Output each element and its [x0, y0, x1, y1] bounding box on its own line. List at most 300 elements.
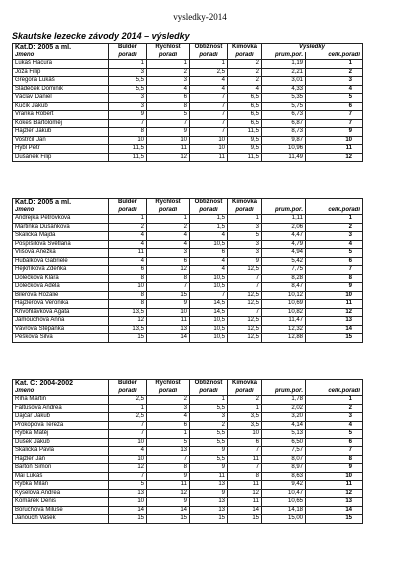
- discipline-rank: 1: [147, 215, 190, 224]
- discipline-rank: 6: [147, 94, 190, 103]
- discipline-rank: 5,5: [109, 85, 147, 94]
- discipline-rank: 12: [147, 266, 190, 275]
- average-rank: 2,06: [262, 223, 306, 232]
- discipline-rank: 1: [109, 215, 147, 224]
- discipline-rank: 13: [190, 498, 228, 507]
- subheader-cell: pořadí: [147, 207, 190, 215]
- competitor-name: Rybka Milan: [13, 481, 109, 490]
- discipline-rank: 12,5: [228, 317, 262, 326]
- discipline-rank: 5: [147, 438, 190, 447]
- average-rank: 6,87: [262, 119, 306, 128]
- discipline-rank: 2: [228, 60, 262, 69]
- discipline-rank: 7: [228, 447, 262, 456]
- discipline-rank: 15: [109, 334, 147, 343]
- average-rank: 10,69: [262, 300, 306, 309]
- discipline-rank: 11: [147, 481, 190, 490]
- table-row: [13, 325, 363, 334]
- subheader-cell: pořadí: [147, 388, 190, 396]
- overall-rank: 6: [306, 257, 363, 266]
- discipline-rank: 6,5: [228, 94, 262, 103]
- overall-rank: 7: [306, 111, 363, 120]
- discipline-rank: 2: [147, 68, 190, 77]
- table-row: [13, 430, 363, 439]
- discipline-rank: 7: [109, 421, 147, 430]
- discipline-rank: 12,5: [228, 266, 262, 275]
- discipline-rank: 7: [228, 464, 262, 473]
- table-row: [13, 232, 363, 241]
- overall-rank: 5: [306, 94, 363, 103]
- discipline-rank: 10: [228, 430, 262, 439]
- average-rank: 2,21: [262, 68, 306, 77]
- overall-rank: 7: [306, 447, 363, 456]
- table-row: [13, 94, 363, 103]
- table-row: [13, 481, 363, 490]
- discipline-rank: 7: [109, 472, 147, 481]
- competitor-name: Komárek Denis: [13, 498, 109, 507]
- table-row: [13, 102, 363, 111]
- discipline-rank: 7: [190, 128, 228, 137]
- discipline-rank: 5,5: [190, 430, 228, 439]
- average-rank: 6,50: [262, 438, 306, 447]
- average-rank: 7,75: [262, 266, 306, 275]
- discipline-rank: 14: [147, 334, 190, 343]
- discipline-rank: 10,5: [190, 274, 228, 283]
- competitor-name: Kučík Jakub: [13, 102, 109, 111]
- discipline-rank: 3: [190, 413, 228, 422]
- discipline-rank: 12,5: [228, 300, 262, 309]
- discipline-rank: 7: [228, 274, 262, 283]
- average-rank: 4,94: [262, 249, 306, 258]
- average-rank: 3,01: [262, 77, 306, 86]
- table-row: [13, 128, 363, 137]
- discipline-rank: 2,5: [109, 413, 147, 422]
- results-table: [12, 379, 363, 524]
- competitor-name: Rybka Matěj: [13, 430, 109, 439]
- discipline-rank: 9: [190, 447, 228, 456]
- discipline-rank: 5: [147, 111, 190, 120]
- overall-rank: 1: [306, 215, 363, 224]
- discipline-rank: 6: [190, 249, 228, 258]
- average-rank: 5,13: [262, 430, 306, 439]
- average-rank: 1,19: [262, 60, 306, 69]
- subheader-cell: pořadí: [109, 52, 147, 60]
- subheader-cell: pořadí: [228, 52, 262, 60]
- average-rank: 9,42: [262, 481, 306, 490]
- average-rank: 12,88: [262, 334, 306, 343]
- discipline-rank: 2,5: [109, 396, 147, 405]
- competitor-name: Vlišová Anežka: [13, 249, 109, 258]
- overall-rank: 9: [306, 128, 363, 137]
- discipline-rank: 1,5: [190, 223, 228, 232]
- competitor-name: Dolečková Klára: [13, 274, 109, 283]
- table-row: [13, 515, 363, 524]
- discipline-rank: 10,5: [190, 240, 228, 249]
- discipline-rank: 11: [109, 249, 147, 258]
- overall-rank: 12: [306, 308, 363, 317]
- table-row: [13, 317, 363, 326]
- discipline-rank: 12: [109, 464, 147, 473]
- discipline-rank: 1: [228, 404, 262, 413]
- competitor-name: Václav Daniel: [13, 94, 109, 103]
- overall-rank: 11: [306, 300, 363, 309]
- discipline-rank: 12: [228, 489, 262, 498]
- discipline-rank: 10: [147, 136, 190, 145]
- column-header: Rychlost: [147, 44, 190, 52]
- table-row: [13, 300, 363, 309]
- average-rank: 14,18: [262, 506, 306, 515]
- discipline-rank: 7: [190, 102, 228, 111]
- competitor-name: Martinka Dušánková: [13, 223, 109, 232]
- discipline-rank: 14,5: [190, 300, 228, 309]
- discipline-rank: 9: [147, 472, 190, 481]
- discipline-rank: 4: [147, 413, 190, 422]
- average-rank: 4,47: [262, 232, 306, 241]
- discipline-rank: 7: [190, 94, 228, 103]
- discipline-rank: 11,5: [109, 153, 147, 162]
- table-row: [13, 447, 363, 456]
- discipline-rank: 15: [147, 515, 190, 524]
- category-label: Kat.D: 2005 a ml.: [13, 199, 109, 207]
- average-rank: 10,65: [262, 498, 306, 507]
- subheader-cell: prum.poř.: [262, 207, 306, 215]
- competitor-name: Vávrová Štěpánka: [13, 325, 109, 334]
- competitor-name: Andrejka Petrovková: [13, 215, 109, 224]
- discipline-rank: 5,5: [109, 77, 147, 86]
- discipline-rank: 12: [147, 153, 190, 162]
- discipline-rank: 4: [190, 85, 228, 94]
- average-rank: 10,12: [262, 291, 306, 300]
- average-rank: 3,20: [262, 413, 306, 422]
- discipline-rank: 11: [228, 498, 262, 507]
- column-header: Kimovka: [228, 199, 262, 207]
- table-row: [13, 119, 363, 128]
- discipline-rank: 2,5: [190, 68, 228, 77]
- discipline-rank: 14: [147, 506, 190, 515]
- discipline-rank: 4: [228, 85, 262, 94]
- average-rank: 11,47: [262, 317, 306, 326]
- competitor-name: Pospíšilová Světlana: [13, 240, 109, 249]
- table-row: [13, 111, 363, 120]
- competitor-name: Gregora Lukáš: [13, 77, 109, 86]
- discipline-rank: 1: [147, 60, 190, 69]
- average-rank: 5,42: [262, 257, 306, 266]
- discipline-rank: 10: [190, 136, 228, 145]
- overall-rank: 11: [306, 145, 363, 154]
- discipline-rank: 10: [109, 136, 147, 145]
- discipline-rank: 8: [109, 300, 147, 309]
- overall-rank: 3: [306, 77, 363, 86]
- discipline-rank: 8: [109, 274, 147, 283]
- subheader-cell: celk.pořadí: [306, 388, 363, 396]
- discipline-rank: 6,5: [228, 111, 262, 120]
- discipline-rank: 9: [228, 257, 262, 266]
- discipline-rank: 10,5: [190, 325, 228, 334]
- average-rank: 10,47: [262, 489, 306, 498]
- average-rank: 5,35: [262, 94, 306, 103]
- discipline-rank: 1: [109, 404, 147, 413]
- discipline-rank: 4: [190, 266, 228, 275]
- name-column-header: Jméno: [13, 52, 109, 60]
- column-header: [262, 199, 306, 207]
- table-row: [13, 68, 363, 77]
- discipline-rank: 12,5: [228, 325, 262, 334]
- discipline-rank: 3: [228, 240, 262, 249]
- average-rank: 1,78: [262, 396, 306, 405]
- competitor-name: Hubálková Gabriele: [13, 257, 109, 266]
- discipline-rank: 13: [190, 506, 228, 515]
- discipline-rank: 15: [147, 291, 190, 300]
- discipline-rank: 3: [109, 94, 147, 103]
- discipline-rank: 9: [147, 128, 190, 137]
- discipline-rank: 12,5: [228, 291, 262, 300]
- subheader-cell: pořadí: [190, 52, 228, 60]
- average-rank: 8,28: [262, 274, 306, 283]
- table-subheader-row: [13, 207, 363, 215]
- overall-rank: 15: [306, 515, 363, 524]
- subheader-cell: pořadí: [228, 388, 262, 396]
- table-row: [13, 291, 363, 300]
- average-rank: 10,96: [262, 145, 306, 154]
- column-header: Rychlost: [147, 199, 190, 207]
- column-header: Bulder: [109, 199, 147, 207]
- discipline-rank: 5,5: [190, 404, 228, 413]
- average-rank: 9,87: [262, 136, 306, 145]
- overall-rank: 14: [306, 325, 363, 334]
- overall-rank: 6: [306, 438, 363, 447]
- competitor-name: Hajzler Jakub: [13, 128, 109, 137]
- table-row: [13, 153, 363, 162]
- overall-rank: 8: [306, 455, 363, 464]
- table-row: [13, 498, 363, 507]
- discipline-rank: 7: [190, 111, 228, 120]
- discipline-rank: 5: [228, 232, 262, 241]
- table-row: [13, 215, 363, 224]
- discipline-rank: 4: [109, 232, 147, 241]
- discipline-rank: 6,5: [228, 119, 262, 128]
- discipline-rank: 1: [190, 60, 228, 69]
- average-rank: 8,63: [262, 472, 306, 481]
- discipline-rank: 3: [228, 223, 262, 232]
- discipline-rank: 10: [109, 455, 147, 464]
- average-rank: 4,14: [262, 421, 306, 430]
- average-rank: 2,02: [262, 404, 306, 413]
- discipline-rank: 9: [190, 464, 228, 473]
- discipline-rank: 8: [109, 291, 147, 300]
- overall-rank: 12: [306, 153, 363, 162]
- average-rank: 1,11: [262, 215, 306, 224]
- competitor-name: Dajčar Jakub: [13, 413, 109, 422]
- discipline-rank: 3: [109, 68, 147, 77]
- category-label: Kat. C: 2004-2002: [13, 380, 109, 388]
- discipline-rank: 2: [228, 77, 262, 86]
- discipline-rank: 8: [147, 464, 190, 473]
- discipline-rank: 11: [147, 317, 190, 326]
- discipline-rank: 14,5: [190, 308, 228, 317]
- table-row: [13, 145, 363, 154]
- competitor-name: Hejkrlíková Zdeňka: [13, 266, 109, 275]
- discipline-rank: 14: [228, 506, 262, 515]
- overall-rank: 14: [306, 506, 363, 515]
- discipline-rank: 6: [147, 257, 190, 266]
- discipline-rank: 14: [109, 506, 147, 515]
- competitor-name: Vranka Robert: [13, 111, 109, 120]
- column-header: Obtížnost: [190, 44, 228, 52]
- table-row: [13, 249, 363, 258]
- overall-rank: 3: [306, 413, 363, 422]
- competitor-name: Hýbl Petr: [13, 145, 109, 154]
- average-rank: 8,07: [262, 455, 306, 464]
- subheader-cell: pořadí: [109, 207, 147, 215]
- average-rank: 6,73: [262, 111, 306, 120]
- table-row: [13, 455, 363, 464]
- discipline-rank: 4: [109, 447, 147, 456]
- discipline-rank: 5: [109, 481, 147, 490]
- competitor-name: Sládeček Dominik: [13, 85, 109, 94]
- competitor-name: Křivohlávková Agáta: [13, 308, 109, 317]
- overall-rank: 4: [306, 240, 363, 249]
- discipline-rank: 9: [190, 489, 228, 498]
- discipline-rank: 8: [228, 472, 262, 481]
- average-rank: 11,49: [262, 153, 306, 162]
- discipline-rank: 13,5: [109, 308, 147, 317]
- table-row: [13, 489, 363, 498]
- table-row: [13, 438, 363, 447]
- discipline-rank: 4: [190, 232, 228, 241]
- discipline-rank: 5,5: [190, 455, 228, 464]
- table-row: [13, 464, 363, 473]
- name-column-header: Jméno: [13, 388, 109, 396]
- overall-rank: 11: [306, 481, 363, 490]
- column-header: [306, 199, 363, 207]
- competitor-name: Joza Filip: [13, 68, 109, 77]
- discipline-rank: 8: [109, 128, 147, 137]
- discipline-rank: 4: [147, 85, 190, 94]
- discipline-rank: 9: [147, 498, 190, 507]
- competitor-name: Kyselová Andrea: [13, 489, 109, 498]
- overall-rank: 4: [306, 421, 363, 430]
- discipline-rank: 13,5: [109, 325, 147, 334]
- column-header: Obtížnost: [190, 199, 228, 207]
- discipline-rank: 3,5: [228, 413, 262, 422]
- competitor-name: Dolečková Adéla: [13, 283, 109, 292]
- column-header: [262, 380, 306, 388]
- discipline-rank: 10,5: [190, 317, 228, 326]
- discipline-rank: 13: [147, 447, 190, 456]
- discipline-rank: 7: [228, 283, 262, 292]
- discipline-rank: 9,5: [228, 145, 262, 154]
- discipline-rank: 2: [109, 223, 147, 232]
- discipline-rank: 11: [147, 145, 190, 154]
- table-header-row: [13, 44, 363, 52]
- competitor-name: Faltusová Andrea: [13, 404, 109, 413]
- discipline-rank: 1: [190, 396, 228, 405]
- discipline-rank: 9: [147, 300, 190, 309]
- overall-rank: 7: [306, 266, 363, 275]
- discipline-rank: 15: [190, 515, 228, 524]
- table-row: [13, 334, 363, 343]
- category-label: Kat.D: 2005 a ml.: [13, 44, 109, 52]
- competitor-name: Janouch Vašek: [13, 515, 109, 524]
- discipline-rank: 1: [109, 60, 147, 69]
- average-rank: 8,73: [262, 128, 306, 137]
- competitor-name: Říha Martin: [13, 396, 109, 405]
- column-header: [306, 380, 363, 388]
- competitor-name: Skalická Pavla: [13, 447, 109, 456]
- discipline-rank: 8: [147, 274, 190, 283]
- discipline-rank: 10: [190, 145, 228, 154]
- discipline-rank: 7: [147, 283, 190, 292]
- competitor-name: Pešková Silva: [13, 334, 109, 343]
- discipline-rank: 1,5: [190, 215, 228, 224]
- discipline-rank: 2: [228, 396, 262, 405]
- discipline-rank: 3: [109, 102, 147, 111]
- overall-rank: 7: [306, 119, 363, 128]
- discipline-rank: 11: [228, 481, 262, 490]
- discipline-rank: 4: [190, 77, 228, 86]
- competitor-name: Skalická Majda: [13, 232, 109, 241]
- table-row: [13, 77, 363, 86]
- overall-rank: 1: [306, 396, 363, 405]
- discipline-rank: 13: [147, 325, 190, 334]
- discipline-rank: 1: [147, 430, 190, 439]
- table-header-row: [13, 199, 363, 207]
- overall-rank: 2: [306, 223, 363, 232]
- overall-rank: 8: [306, 274, 363, 283]
- overall-rank: 2: [306, 68, 363, 77]
- overall-rank: 1: [306, 60, 363, 69]
- overall-rank: 5: [306, 249, 363, 258]
- competitor-name: Dušek Jakub: [13, 438, 109, 447]
- column-header: Bulder: [109, 44, 147, 52]
- average-rank: 5,75: [262, 102, 306, 111]
- table-row: [13, 60, 363, 69]
- discipline-rank: 4: [147, 240, 190, 249]
- average-rank: 10,82: [262, 308, 306, 317]
- discipline-rank: 12: [147, 489, 190, 498]
- table-row: [13, 223, 363, 232]
- subheader-cell: pořadí: [109, 388, 147, 396]
- competitor-name: Boruchová Miluše: [13, 506, 109, 515]
- overall-rank: 12: [306, 489, 363, 498]
- discipline-rank: 4: [109, 257, 147, 266]
- competitor-name: Bilerová Rozálie: [13, 291, 109, 300]
- discipline-rank: 10: [147, 308, 190, 317]
- table-subheader-row: [13, 388, 363, 396]
- table-row: [13, 240, 363, 249]
- overall-rank: 15: [306, 334, 363, 343]
- discipline-rank: 11,5: [228, 153, 262, 162]
- overall-rank: 6: [306, 102, 363, 111]
- table-row: [13, 257, 363, 266]
- discipline-rank: 3: [228, 249, 262, 258]
- table-header-row: [13, 380, 363, 388]
- discipline-rank: 12: [109, 317, 147, 326]
- discipline-rank: 11: [190, 153, 228, 162]
- discipline-rank: 10: [109, 438, 147, 447]
- subheader-cell: pořadí: [147, 52, 190, 60]
- column-header: Kimovka: [228, 44, 262, 52]
- discipline-rank: 7: [228, 308, 262, 317]
- overall-rank: 9: [306, 464, 363, 473]
- results-table: [12, 43, 363, 162]
- column-header: Výsledky: [262, 44, 363, 52]
- average-rank: 4,33: [262, 85, 306, 94]
- average-rank: 4,79: [262, 240, 306, 249]
- average-rank: 7,57: [262, 447, 306, 456]
- discipline-rank: 2: [147, 223, 190, 232]
- overall-rank: 9: [306, 283, 363, 292]
- subheader-cell: prum.poř.: [262, 388, 306, 396]
